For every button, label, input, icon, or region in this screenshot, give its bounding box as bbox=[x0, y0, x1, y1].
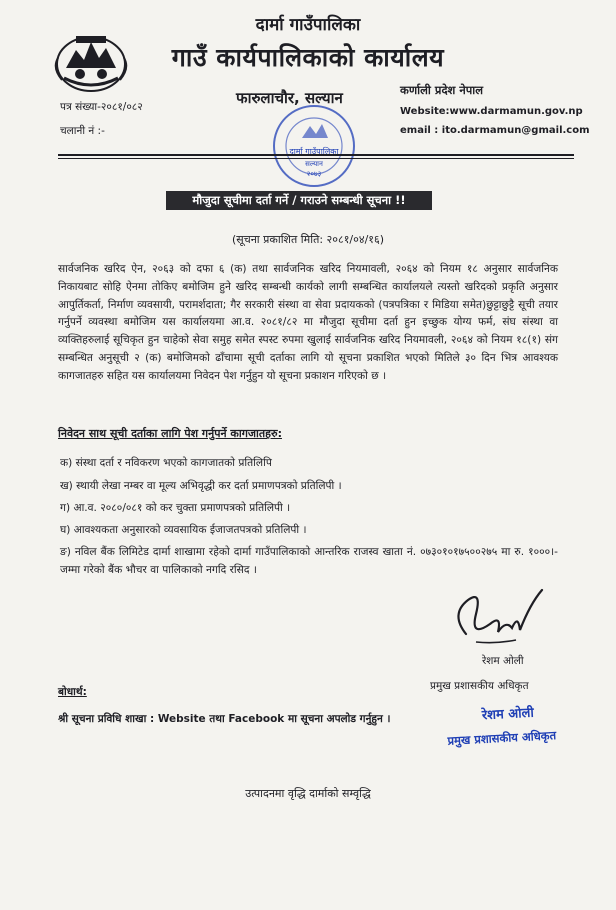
signature-mark bbox=[446, 584, 554, 654]
seal-text-year: २०७३ bbox=[306, 170, 322, 178]
signatory-title: प्रमुख प्रशासकीय अधिकृत bbox=[430, 680, 529, 692]
dispatch-number: चलानी नं :- bbox=[60, 125, 105, 137]
cc-label: बोधार्थ: bbox=[58, 686, 87, 698]
seal-text-name: दार्मा गाउँपालिका bbox=[289, 147, 339, 156]
document-item: घ) आवश्यकता अनुसारको व्यवसायिक ईजाजतपत्रको प्रतिलिपी । bbox=[60, 524, 307, 536]
notice-title: मौजुदा सूचीमा दर्ता गर्ने / गराउने सम्बन्धी सूचना !! bbox=[166, 191, 432, 210]
office-seal-stamp bbox=[266, 98, 362, 194]
reference-number: पत्र संख्या-२०८१/०८२ bbox=[60, 101, 143, 113]
document-item: ङ) नविल बैंक लिमिटेड दार्मा शाखामा रहेको दार्मा गाउँपालिकाको आन्तरिक राजस्व खाता नं. ०७३०१०१७५००२७५ मा रु. १०००।- जम्मा गरेको बैंक भौचर वा पालिकाको नगदि रसिद । bbox=[60, 546, 558, 576]
header-divider bbox=[58, 154, 574, 156]
cc-recipient: श्री सूचना प्रविधि शाखा : Website तथा Facebook मा सूचना अपलोड गर्नुहुन । bbox=[58, 713, 391, 725]
officer-name-stamp bbox=[440, 690, 570, 760]
documents-heading: निवेदन साथ सूची दर्ताका लागि पेश गर्नुपर्ने कागजातहरु: bbox=[58, 427, 282, 440]
office-address: फारुलाचौर, सल्यान bbox=[236, 89, 343, 107]
stamp-name: रेशम ओली bbox=[481, 705, 535, 724]
municipality-name: दार्मा गाउँपालिका bbox=[255, 15, 361, 35]
stamp-title: प्रमुख प्रशासकीय अधिकृत bbox=[447, 728, 557, 748]
notice-body: सार्वजनिक खरिद ऐन, २०६३ को दफा ६ (क) तथा सार्वजनिक खरिद नियमावली, २०६४ को नियम १८ अनुसार सार्वजनिक निकायबाट सोहि ऐनमा तोकिए बमोजिम हुने खरिद सम्बन्धी कार्यको लागी सम्बन्धित कार्यालयले त्यस्तो खरिदको प्रकृति अनुसार आपुर्तिकर्ता, निर्माण व्यवसायी, परामर्शदाता; गैर सरकारी संस्था वा सेवा प्रदायकको (पत्रपत्रिका र मिडिया समेत)छुट्टाछुट्टै सूची तयार गर्नुपर्ने व्यवस्था बमोजिम यस कार्यालयमा आ.व. २०८१/८२ मा मौजुदा सूचीमा दर्ता हुन इच्छुक योग्य फर्म, संघ संस्था वा व्यक्तिहरुलाई सूचिकृत हुन चाहेको सेवा समुह समेत स्पस्ट रुपमा खुलाई सार्वजनिक खरिद नियमावली, २०६४ को नियम १८(१) संग सम्बन्धित अनुसूची २ (क) बमोजिमको ढाँचामा सूची दर्ताका लागि यो सूचना प्रकाशित भएको मितिले ३० दिन भित्र आवश्यक कागजातहरु सहित यस कार्यालयमा निवेदन पेश गर्नुहुन यो सूचना प्रकाशन गरिएको छ । bbox=[58, 263, 558, 382]
province-name: कर्णाली प्रदेश नेपाल bbox=[400, 83, 484, 97]
published-date: (सूचना प्रकाशित मिति: २०८१/०४/१६) bbox=[231, 233, 385, 246]
document-item: ग) आ.व. २०८०/०८१ को कर चुक्ता प्रमाणपत्रको प्रतिलिपी । bbox=[60, 502, 291, 514]
header-divider-thin bbox=[58, 158, 574, 159]
document-item: ख) स्थायी लेखा नम्बर वा मूल्य अभिवृद्धी कर दर्ता प्रमाणपत्रको प्रतिलिपी । bbox=[60, 480, 342, 492]
footer-slogan: उत्पादनमा वृद्धि दार्माको सम्वृद्धि bbox=[245, 787, 371, 800]
website-text: Website:www.darmamun.gov.np bbox=[400, 106, 583, 117]
signatory-name: रेशम ओली bbox=[482, 655, 524, 667]
email-text: email : ito.darmamun@gmail.com bbox=[400, 125, 590, 136]
office-name: गाउँ कार्यपालिकाको कार्यालय bbox=[171, 43, 445, 72]
seal-text-district: सल्यान bbox=[305, 160, 323, 168]
document-item: क) संस्था दर्ता र नविकरण भएको कागजातको प्रतिलिपि bbox=[60, 457, 272, 469]
